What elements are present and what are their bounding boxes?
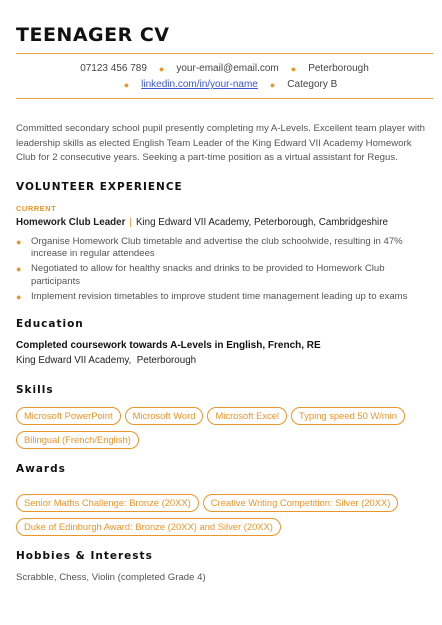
role-line [16,217,388,228]
awards-heading: Awards [16,463,66,475]
skill-tag: Typing speed 50 W/min [291,407,405,425]
bullet-dot-icon: ● [290,63,297,74]
skill-tag: Microsoft PowerPoint [16,407,121,425]
list-item [16,236,426,260]
hobbies-text: Scrabble, Chess, Violin (completed Grade 4) [16,572,206,583]
contact-divider [16,98,433,99]
awards-tags [16,493,436,541]
skill-tag: Microsoft Word [125,407,204,425]
cv-title: TEENAGER CV [16,24,170,46]
education-title: Completed coursework towards A-Levels in English, French, RE [16,340,321,351]
hobbies-heading: Hobbies & Interests [16,550,153,562]
bullet-dot-icon: ● [16,237,22,247]
email-text: your-email@email.com [176,63,279,74]
phone-text: 07123 456 789 [80,63,147,74]
award-tag: Senior Maths Challenge: Bronze (20XX) [16,494,199,512]
bullet-dot-icon: ● [123,79,130,90]
current-tag: CURRENT [16,204,57,213]
contact-row-1 [16,63,433,74]
volunteer-heading: VOLUNTEER EXPERIENCE [16,181,183,193]
bullet-dot-icon: ● [269,79,276,90]
skill-tag: Bilingual (French/English) [16,431,139,449]
bullet-dot-icon: ● [16,291,22,302]
award-tag: Creative Writing Competition: Silver (20XX) [203,494,399,512]
skill-tag: Microsoft Excel [207,407,287,425]
bullet-text: Implement revision timetables to improve student time management leading up to exams [31,290,408,302]
contact-row-2 [16,79,433,90]
volunteer-bullets [16,236,426,306]
role-organization: King Edward VII Academy, Peterborough, Cambridgeshire [135,217,388,228]
role-title: Homework Club Leader [16,217,126,228]
linkedin-link[interactable]: linkedin.com/in/your-name [141,79,258,90]
school-name: King Edward VII Academy [16,355,129,366]
location-text: Peterborough [308,63,369,74]
skills-heading: Skills [16,384,54,396]
list-item [16,291,426,303]
award-tag: Duke of Edinburgh Award: Bronze (20XX) and Silver (20XX) [16,518,281,536]
top-divider [16,53,433,54]
bullet-dot-icon: ● [158,63,165,74]
license-text: Category B [287,79,338,90]
school-city: Peterborough [136,355,197,366]
separator-bar: | [129,217,132,228]
list-item [16,263,426,287]
education-heading: Education [16,318,84,330]
education-school-line: King Edward VII Academy, Peterborough [16,355,197,366]
bullet-dot-icon: ● [16,264,22,275]
skills-tags [16,406,436,454]
bullet-text: Organise Homework Club timetable and advertise the club schoolwide, resulting in 47% increase in regular attendees [31,236,403,260]
bullet-text: Negotiated to allow for healthy snacks and drinks to be provided to Homework Club participants [31,263,385,287]
summary-paragraph: Committed secondary school pupil presently completing my A-Levels. Excellent team player with leadership skills as elected English Team Leader of the King Edward VII Academy Homework Club for 2 consecutive years. Seeking a part-time position as a virtual assistant for Regus. [16,123,425,164]
